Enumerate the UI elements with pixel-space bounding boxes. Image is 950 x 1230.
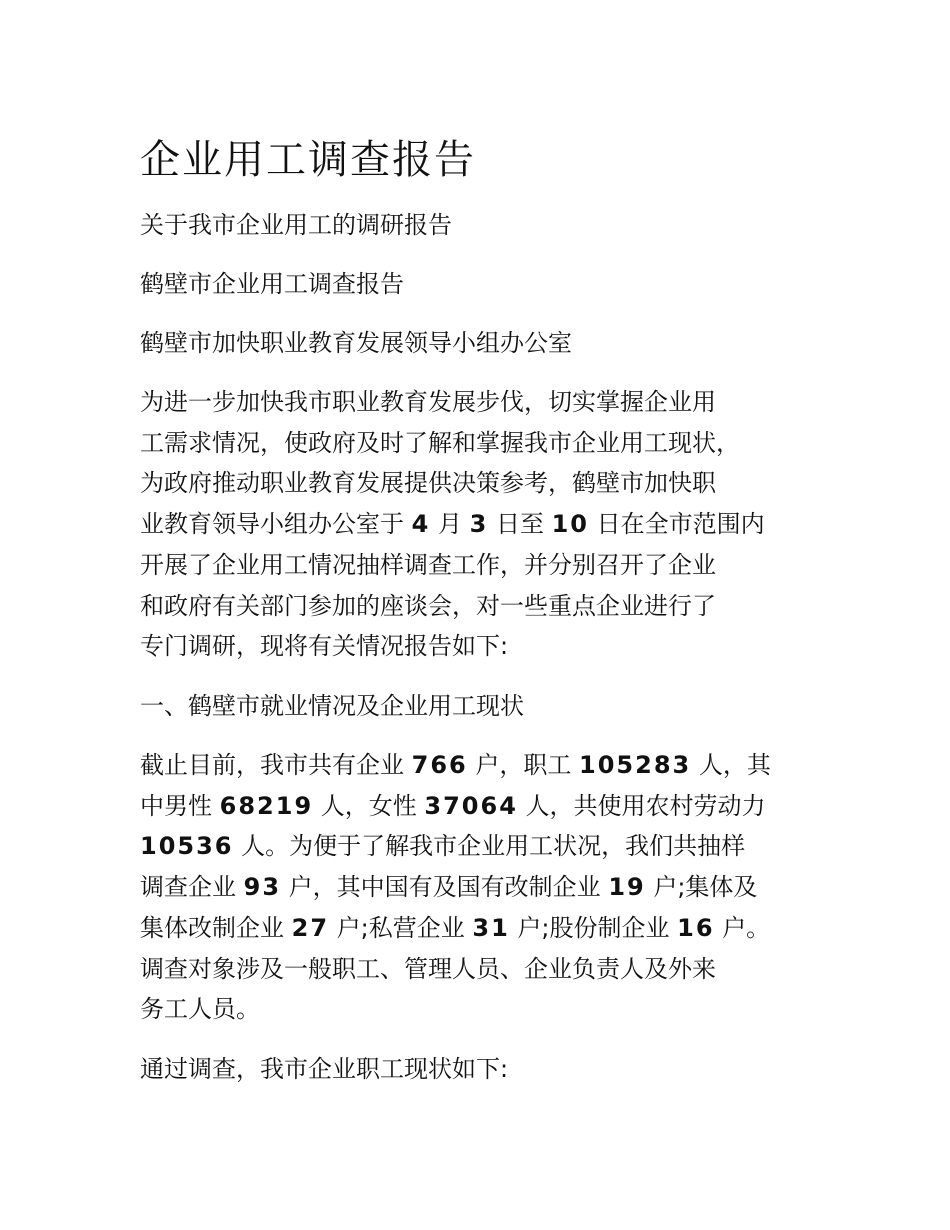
text-segment: 户;股份制企业	[509, 913, 678, 942]
figure-number: 31	[472, 913, 510, 942]
text-segment: 人，其	[691, 751, 771, 779]
figure-number: 10	[551, 510, 589, 539]
figure-number: 19	[608, 873, 646, 902]
figure-number: 10536	[140, 832, 234, 861]
paragraph-line: 专门调研，现将有关情况报告如下:	[140, 632, 509, 661]
text-segment: 人，共使用农村劳动力	[517, 791, 766, 820]
paragraph-line: 和政府有关部门参加的座谈会，对一些重点企业进行了	[140, 591, 716, 620]
text-segment: 日至	[488, 510, 552, 539]
text-segment: 户，职工	[467, 751, 580, 779]
paragraph-line	[140, 786, 810, 827]
intro-paragraph	[140, 382, 810, 667]
text-segment: 户。	[714, 913, 771, 942]
document-title: 企业用工调查报告	[140, 137, 476, 183]
paragraph-line: 为政府推动职业教育发展提供决策参考，鹤壁市加快职	[140, 469, 716, 498]
paragraph-line: 工需求情况，使政府及时了解和掌握我市企业用工现状，	[140, 428, 740, 457]
section-heading: 一、鹤壁市就业情况及企业用工现状	[140, 692, 524, 720]
employment-status-paragraph	[140, 745, 810, 1030]
text-segment: 调查企业	[140, 873, 244, 902]
figure-number: 27	[291, 913, 330, 942]
paragraph-line: 务工人员。	[140, 995, 260, 1024]
paragraph-line	[140, 504, 810, 545]
text-segment: 人，女性	[313, 791, 425, 820]
text-segment: 户;私营企业	[329, 913, 473, 942]
text-segment: 月	[430, 510, 470, 539]
paragraph-line	[140, 867, 810, 908]
figure-number: 93	[243, 873, 282, 902]
figure-number: 3	[469, 510, 489, 539]
text-segment: 户，其中国有及国有改制企业	[281, 873, 609, 902]
subtitle-research-report: 关于我市企业用工的调研报告	[140, 211, 452, 239]
text-segment: 人。为便于了解我市企业用工状况，我们共抽样	[233, 832, 746, 861]
paragraph-line	[140, 908, 810, 949]
figure-number: 105283	[579, 751, 692, 779]
paragraph-line: 开展了企业用工情况抽样调查工作，并分别召开了企业	[140, 550, 716, 579]
paragraph-line: 调查对象涉及一般职工、管理人员、企业负责人及外来	[140, 954, 716, 983]
figure-number: 68219	[219, 791, 314, 820]
text-segment: 集体改制企业	[140, 913, 292, 942]
subtitle-office-name: 鹤壁市加快职业教育发展领导小组办公室	[140, 329, 572, 357]
figure-number: 4	[411, 510, 431, 539]
text-segment: 截止目前，我市共有企业	[140, 751, 412, 779]
paragraph-line: 为进一步加快我市职业教育发展步伐，切实掌握企业用	[140, 388, 716, 416]
paragraph-line	[140, 745, 810, 786]
text-segment: 户;集体及	[645, 873, 758, 902]
survey-findings-intro: 通过调查，我市企业职工现状如下:	[140, 1055, 509, 1083]
subtitle-survey-report: 鹤壁市企业用工调查报告	[140, 270, 404, 298]
paragraph-line	[140, 826, 810, 867]
figure-number: 16	[677, 913, 715, 942]
figure-number: 766	[411, 751, 468, 779]
figure-number: 37064	[424, 791, 518, 820]
text-segment: 日在全市范围内	[588, 510, 765, 539]
text-segment: 中男性	[140, 791, 220, 820]
text-segment: 业教育领导小组办公室于	[140, 510, 412, 539]
